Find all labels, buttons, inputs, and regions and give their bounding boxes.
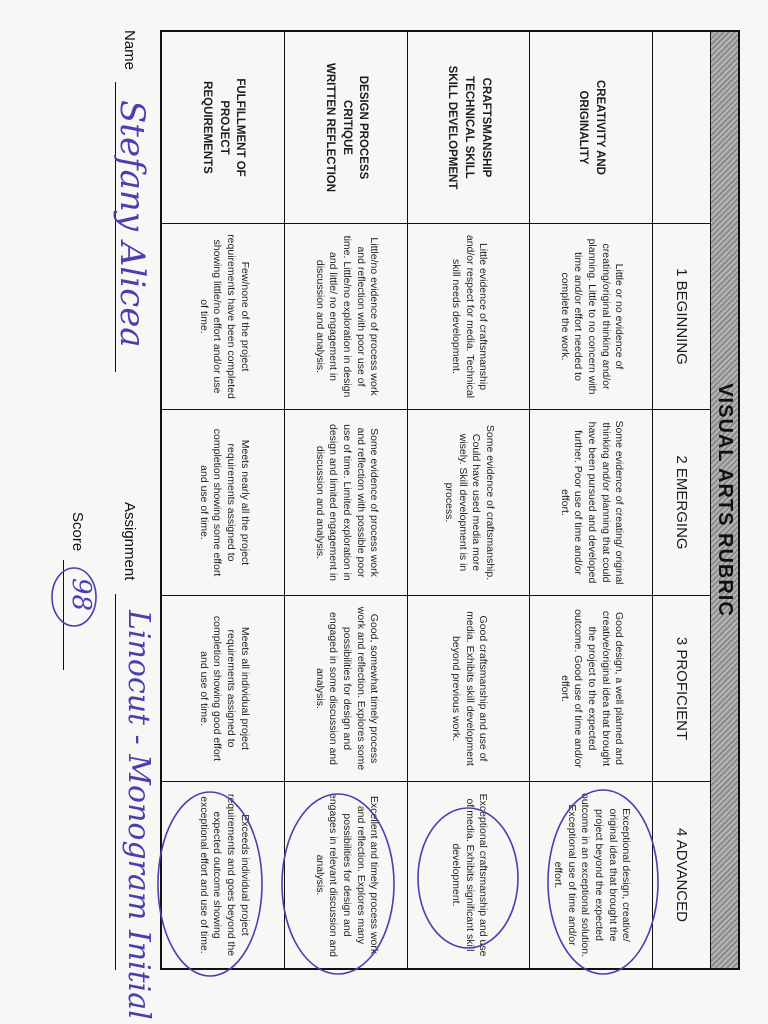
descriptor-cell: Excellent and timely process work and reflection. Explores many possibilities for design and engages in relevant discussion and analysis. xyxy=(285,782,408,968)
descriptor-cell: Meets all individual project requirements assigned to completion showing good effort and use of time. xyxy=(162,596,285,782)
level-header-emerging: 2 EMERGING xyxy=(652,410,710,596)
name-label: Name xyxy=(121,30,138,71)
level-header-proficient: 3 PROFICIENT xyxy=(652,596,710,782)
rubric-table xyxy=(160,30,740,970)
level-header-beginning: 1 BEGINNING xyxy=(652,224,710,410)
score-label: Score xyxy=(69,512,86,552)
descriptor-cell: Exceptional craftsmanship and use of media. Exhibits significant skill development. xyxy=(407,782,530,968)
criterion-fulfillment: FULFILLMENT OF PROJECT REQUIREMENTS xyxy=(162,32,285,224)
descriptor-cell: Good design, a well planned and creative/original idea that brought the project to the expected outcome. Good use of time and/or effort. xyxy=(530,596,653,782)
level-header-advanced: 4 ADVANCED xyxy=(652,782,710,968)
rubric-footer xyxy=(36,30,156,1020)
descriptor-cell: Some evidence of creating/ original thinking and/or planning that could have been pursued and developed further. Poor use of time and/or effort. xyxy=(530,410,653,596)
descriptor-cell: Little/no evidence of process work and reflection with poor use of time. Little/no exploration in design and little/ no engagement in discussion and analysis. xyxy=(285,224,408,410)
score-handwritten: 98 xyxy=(66,578,96,612)
criterion-craftsmanship: CRAFTSMANSHIP TECHNICAL SKILL SKILL DEVELOPMENT xyxy=(407,32,530,224)
descriptor-cell: Some evidence of craftsmanship. Could have used media more wisely. Skill development is in process. xyxy=(407,410,530,596)
descriptor-cell: Meets nearly all the project requirements assigned to completion showing some effort and use of time. xyxy=(162,410,285,596)
student-name-handwritten: Stefany Alicea xyxy=(112,100,152,348)
descriptor-cell: Exceptional design, creative/ original idea that brought the project beyond the expected outcome in an exceptional solution. Exceptional use of time and/or effort. xyxy=(530,782,653,968)
rubric-page xyxy=(18,12,758,1020)
descriptor-cell: Some evidence of process work and reflection with possible poor use of time. Limited exploration in design and limited engagement in discussion and analysis. xyxy=(285,410,408,596)
descriptor-cell: Exceeds individual project requirements and goes beyond the expected outcome showing exceptional effort and use of time. xyxy=(197,793,251,957)
descriptor-cell: Few/none of the project requirements have been completed showing little/no effort and/or use of time. xyxy=(162,224,285,410)
rubric-title: VISUAL ARTS RUBRIC xyxy=(710,32,738,968)
descriptor-cell: Little evidence of craftsmanship and/or respect for media. Technical skill needs development. xyxy=(407,224,530,410)
descriptor-cell: Good craftsmanship and use of media. Exhibits skill development beyond previous work. xyxy=(407,596,530,782)
descriptor-cell: Little or no evidence of creating/original thinking and/or planning. Little to no concern with time and/or effort needed to complete the work. xyxy=(530,224,653,410)
assignment-line xyxy=(115,594,116,970)
descriptor-cell: Good, somewhat timely process work and reflection. Explores some possibilities for design and engaged in some discussion and analysis. xyxy=(285,596,408,782)
criteria-header-cell xyxy=(652,32,710,224)
assignment-label: Assignment xyxy=(121,502,138,581)
criterion-design-process: DESIGN PROCESS CRITIQUE WRITTEN REFLECTION xyxy=(285,32,408,224)
assignment-handwritten: Linocut - Monogram Initial xyxy=(121,610,156,1020)
criterion-creativity: CREATIVITY AND ORIGINALITY xyxy=(530,32,653,224)
